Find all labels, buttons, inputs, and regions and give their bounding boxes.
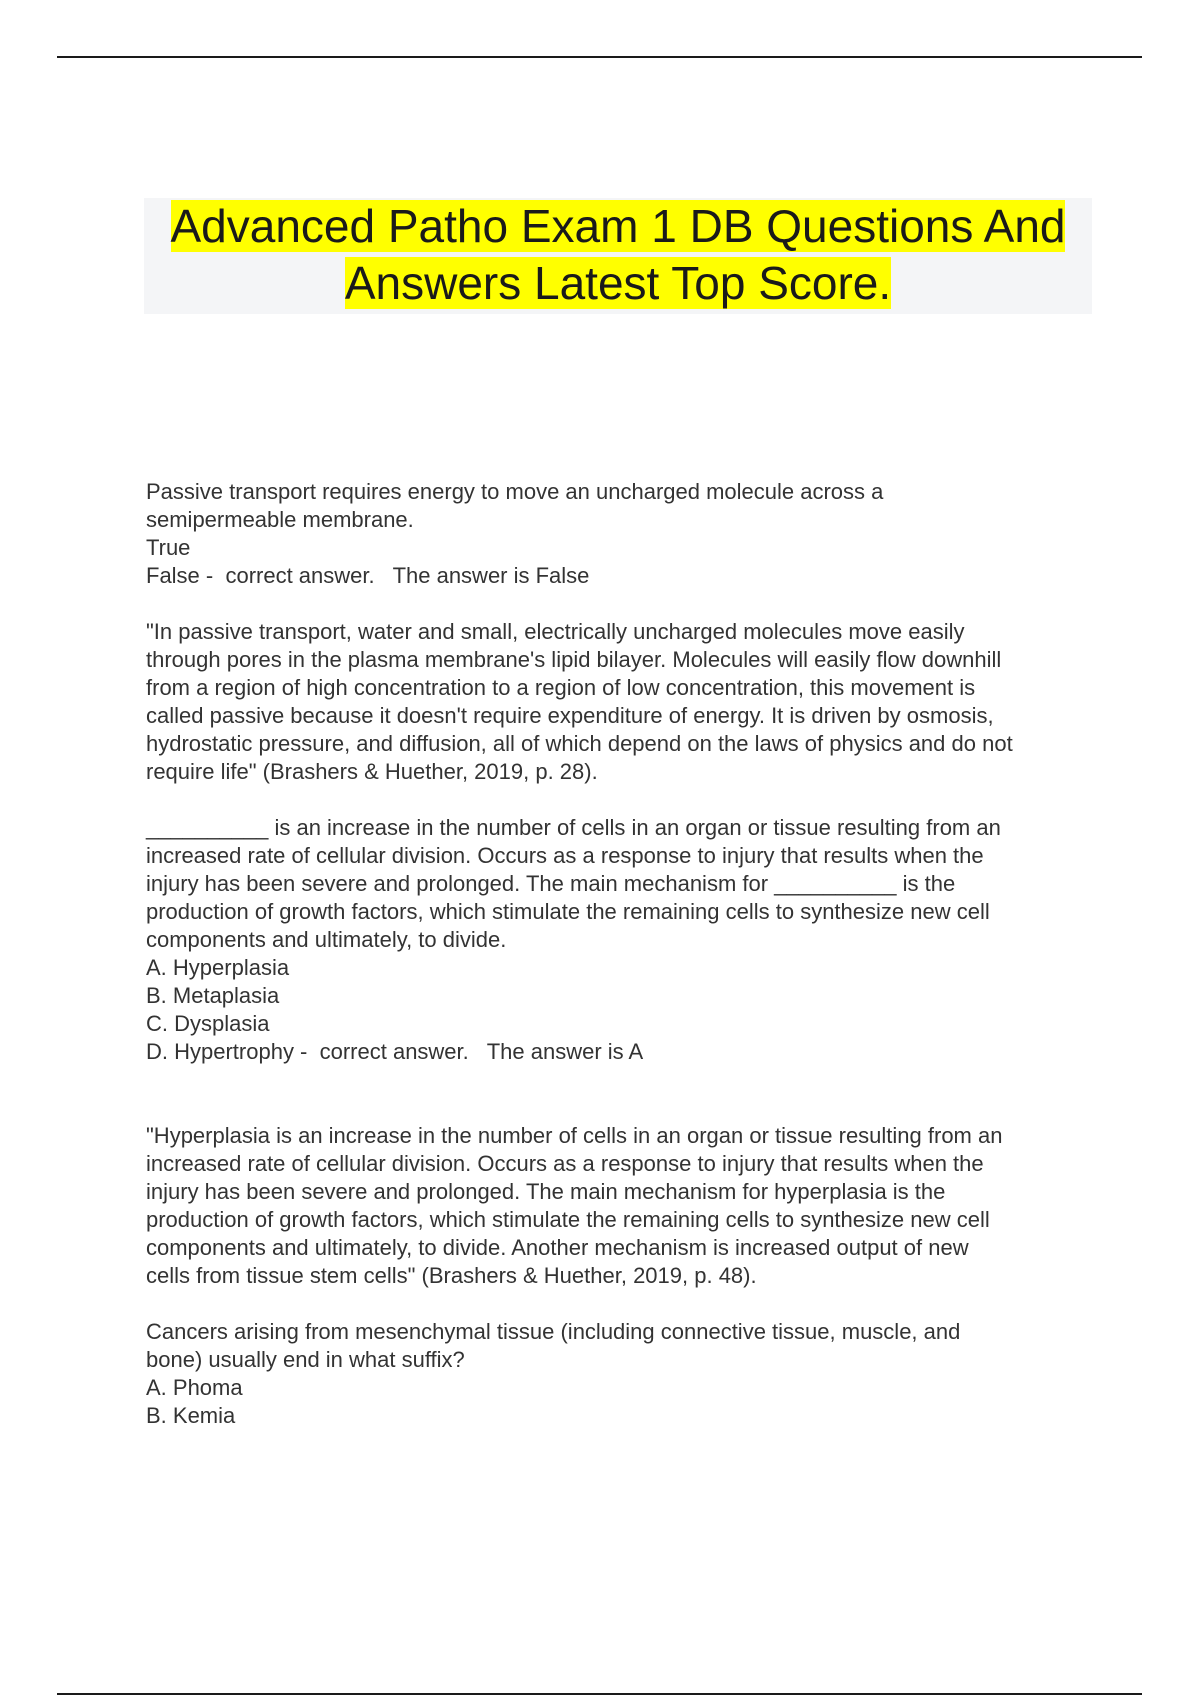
question-2-option-d: D. Hypertrophy - correct answer. The answer is A [146, 1039, 644, 1064]
question-2 [146, 814, 1106, 1066]
rationale-1-line-6: require life" (Brashers & Huether, 2019, p. 28). [146, 759, 598, 784]
spacer [146, 590, 1106, 618]
rationale-2-line-6: cells from tissue stem cells" (Brashers & Huether, 2019, p. 48). [146, 1263, 757, 1288]
rationale-2-line-5: components and ultimately, to divide. Another mechanism is increased output of new [146, 1235, 969, 1260]
rationale-1-line-4: called passive because it doesn't require expenditure of energy. It is driven by osmosis, [146, 703, 994, 728]
rationale-2-line-3: injury has been severe and prolonged. The main mechanism for hyperplasia is the [146, 1179, 946, 1204]
question-2-line-5: components and ultimately, to divide. [146, 927, 507, 952]
question-1-line-2: semipermeable membrane. [146, 507, 414, 532]
rationale-1-line-1: "In passive transport, water and small, electrically uncharged molecules move easily [146, 619, 965, 644]
question-3-option-b: B. Kemia [146, 1403, 236, 1428]
question-1-option-true: True [146, 535, 191, 560]
rationale-2-line-4: production of growth factors, which stimulate the remaining cells to synthesize new cell [146, 1207, 990, 1232]
question-1-option-false: False - correct answer. The answer is False [146, 563, 590, 588]
spacer [146, 786, 1106, 814]
rationale-1-line-2: through pores in the plasma membrane's lipid bilayer. Molecules will easily flow downhill [146, 647, 1002, 672]
spacer [146, 1066, 1106, 1122]
document-title-block [144, 198, 1092, 314]
question-2-line-2: increased rate of cellular division. Occurs as a response to injury that results when the [146, 843, 984, 868]
question-2-option-a: A. Hyperplasia [146, 955, 290, 980]
top-rule [57, 56, 1142, 58]
bottom-rule [57, 1693, 1142, 1695]
spacer [146, 1290, 1106, 1318]
rationale-1 [146, 618, 1106, 786]
rationale-1-line-5: hydrostatic pressure, and diffusion, all of which depend on the laws of physics and do not [146, 731, 1013, 756]
question-2-line-4: production of growth factors, which stimulate the remaining cells to synthesize new cell [146, 899, 990, 924]
title-line-1: Advanced Patho Exam 1 DB Questions And [170, 200, 1066, 252]
question-1-line-1: Passive transport requires energy to move an uncharged molecule across a [146, 479, 884, 504]
question-2-option-c: C. Dysplasia [146, 1011, 270, 1036]
rationale-1-line-3: from a region of high concentration to a region of low concentration, this movement is [146, 675, 976, 700]
rationale-2-line-1: "Hyperplasia is an increase in the number of cells in an organ or tissue resulting from an [146, 1123, 1003, 1148]
document-body [146, 478, 1106, 1430]
question-2-line-3: injury has been severe and prolonged. The main mechanism for __________ is the [146, 871, 956, 896]
question-3-line-2: bone) usually end in what suffix? [146, 1347, 465, 1372]
title-line-2: Answers Latest Top Score. [344, 257, 892, 309]
rationale-2 [146, 1122, 1106, 1290]
question-3 [146, 1318, 1106, 1430]
question-2-option-b: B. Metaplasia [146, 983, 280, 1008]
question-3-option-a: A. Phoma [146, 1375, 243, 1400]
question-1 [146, 478, 1106, 590]
rationale-2-line-2: increased rate of cellular division. Occurs as a response to injury that results when the [146, 1151, 984, 1176]
document-title [144, 198, 1092, 312]
question-2-line-1: __________ is an increase in the number of cells in an organ or tissue resulting from an [146, 815, 1001, 840]
question-3-line-1: Cancers arising from mesenchymal tissue (including connective tissue, muscle, and [146, 1319, 961, 1344]
